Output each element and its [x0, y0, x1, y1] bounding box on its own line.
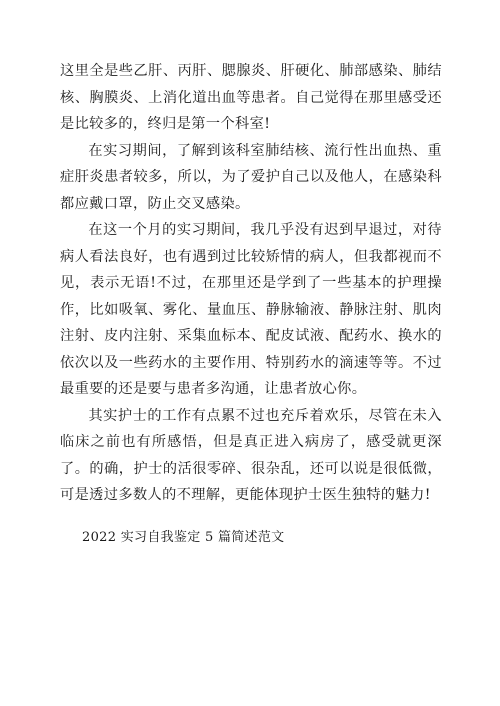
section-title: 2022 实习自我鉴定 5 篇简述范文	[82, 530, 285, 545]
paragraph-1: 这里全是些乙肝、丙肝、腮腺炎、肝硬化、肺部感染、肺结核、胸膜炎、上消化道出血等患者。自己觉得在那里感受还是比较多的，终归是第一个科室!	[60, 63, 442, 132]
paragraph-3: 在这一个月的实习期间，我几乎没有迟到早退过，对待病人看法良好，也有遇到过比较矫情的病人，但我都视而不见，表示无语!不过，在那里还是学到了一些基本的护理操作，比如吸氧、雾化、量血压、静脉输液、静脉注射、肌肉注射、皮内注射、采集血标本、配皮试液、配药水、换水的依次以及一些药水的主要作用、特别药水的滴速等等。不过最重要的还是要与患者多沟通，让患者放心你。	[60, 222, 442, 397]
paragraph-2: 在实习期间，了解到该科室肺结核、流行性出血热、重症肝炎患者较多，所以，为了爱护自己以及他人，在感染科都应戴口罩，防止交叉感染。	[60, 142, 442, 212]
document-body	[60, 58, 442, 509]
paragraph-4: 其实护士的工作有点累不过也充斥着欢乐，尽管在未入临床之前也有所感悟，但是真正进入病房了，感受就更深了。的确，护士的活很零碎、很杂乱，还可以说是很低微，可是透过多数人的不理解，更能体现护士医生独特的魅力!	[60, 407, 442, 503]
